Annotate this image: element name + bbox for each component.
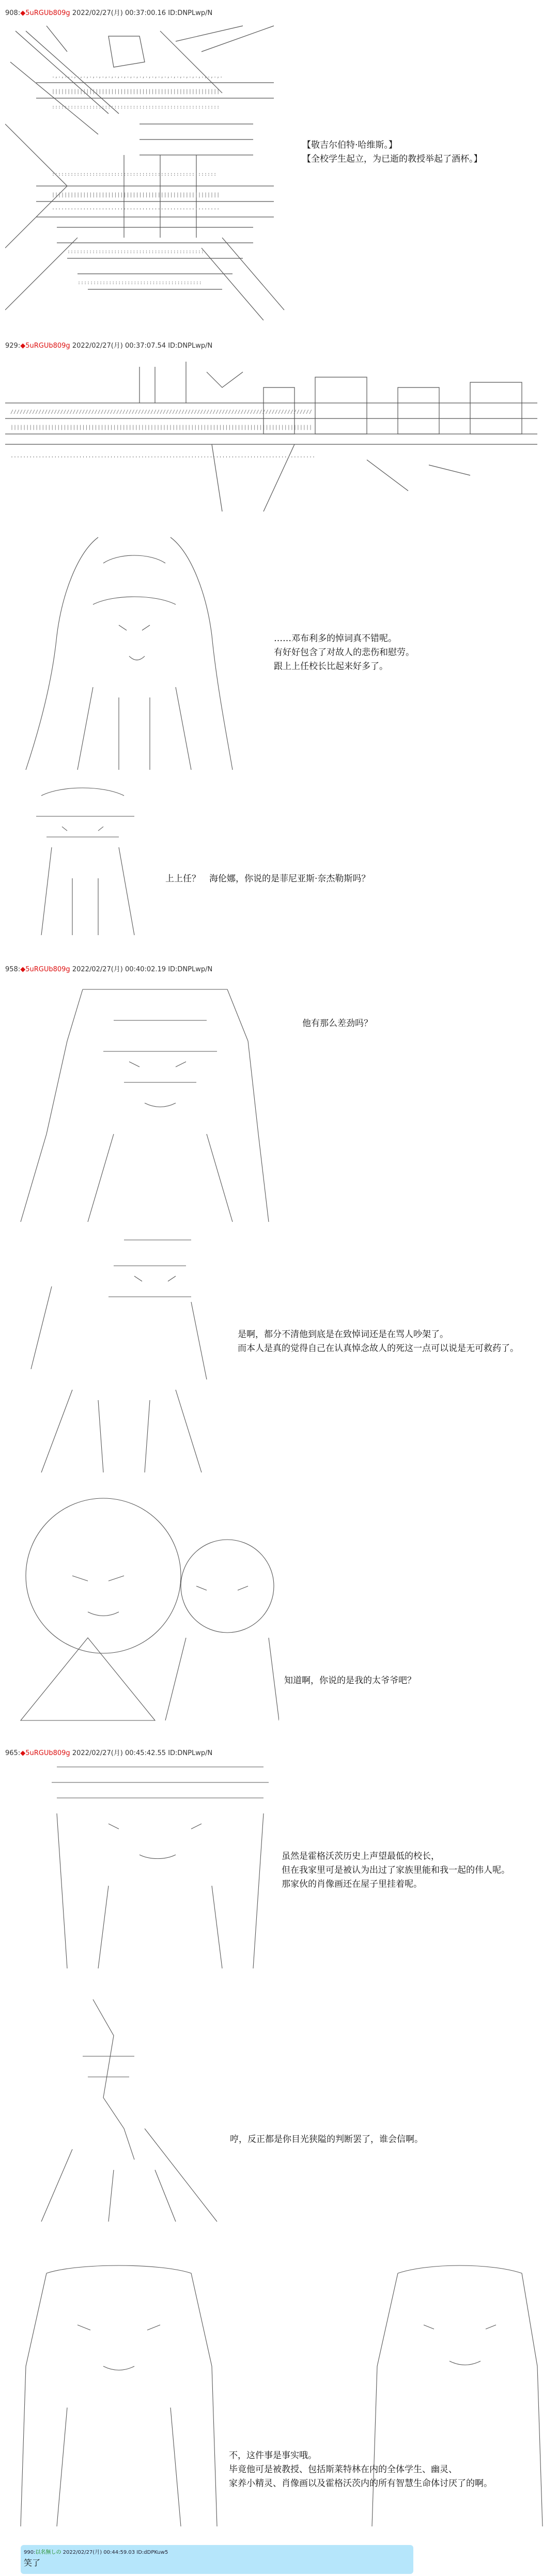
dialog-line: 但在我家里可是被认为出过了家族里能和我一起的伟人呢。: [282, 1865, 510, 1875]
dialog-line: 家养小精灵、肖像画以及霍格沃茨内的所有智慧生命体讨厌了的啊。: [229, 2478, 492, 2489]
poster-name[interactable]: ◆5uRGUb809g: [20, 966, 70, 973]
ascii-art-castle: [5, 356, 537, 517]
ascii-art-figure-3: [21, 1235, 222, 1478]
svg-text:::::::::::::::::::::::::::::::: ::::::::::::::::::::::::::::::::::::::::: [78, 280, 202, 286]
dialog-line: 是啊，都分不清他到底是在致悼词还是在骂人吵架了。: [238, 1329, 448, 1340]
dialog-line: 有好好包含了对故人的悲伤和慰劳。: [274, 647, 414, 658]
dialog-block-9: [229, 2449, 492, 2491]
dialog-line: 而本人是真的觉得自己在认真悼念故人的死这一点可以说是无可救药了。: [238, 1343, 519, 1354]
dialog-block-2: [274, 632, 414, 674]
reply-number: 990: [24, 2550, 34, 2555]
post-meta: 2022/02/27(月) 00:40:02.19 ID:DNPLwp/N: [72, 966, 213, 973]
post-header: 929:◆5uRGUb809g 2022/02/27(月) 00:37:07.54 ID:DNPLwp/N: [5, 342, 213, 350]
svg-text:::::::::::::::::::::::::::::::: ::::::::::::::::::::::::::::::::::::::::::::: [67, 249, 204, 255]
dialog-line: 那家伙的肖像画还在屋子里挂着呢。: [282, 1879, 422, 1889]
dialog-block-5: [238, 1328, 519, 1356]
post-meta: 2022/02/27(月) 00:37:00.16 ID:DNPLwp/N: [72, 9, 213, 17]
ascii-art-great-hall: [5, 21, 295, 320]
post-meta: 2022/02/27(月) 00:45:42.55 ID:DNPLwp/N: [72, 1749, 213, 1757]
svg-text:||||||||||||||||||||||||||||||: ||||||||||||||||||||||||||||||||||||||||||||||||||||||: [52, 192, 220, 198]
dialog-line: 跟上上任校长比起来好多了。: [274, 661, 388, 672]
poster-name[interactable]: ◆5uRGUb809g: [20, 1749, 70, 1757]
dialog-line: 【全校学生起立，为已逝的教授举起了酒杯。】: [302, 154, 483, 164]
ascii-art-figure-6: [21, 1994, 227, 2232]
dialog-line: 不，这件事是事实哦。: [229, 2450, 317, 2461]
svg-text:||||||||||||||||||||||||||||||: |||||||||||||||||||||||||||||||||||||||||||||||||||||||||||||||||||||||||||||||||||||||||||||||||: [10, 425, 312, 430]
dialog-block-1: [302, 138, 483, 166]
dialog-block-7: [282, 1850, 510, 1891]
poster-name[interactable]: ◆5uRGUb809g: [20, 342, 70, 350]
dialog-line: 他有那么差劲吗？: [302, 1018, 373, 1029]
dialog-block-4: [302, 1017, 373, 1031]
post-number: 929: [5, 342, 18, 350]
reply-box: [21, 2545, 413, 2574]
ascii-art-figure-7: [16, 2263, 222, 2532]
post-number: 958: [5, 966, 18, 973]
dialog-line: ……邓布利多的悼词真不错呢。: [274, 633, 397, 644]
dialog-line: 虽然是霍格沃茨历史上声望最低的校长，: [282, 1851, 440, 1861]
post-header: 965:◆5uRGUb809g 2022/02/27(月) 00:45:42.55 ID:DNPLwp/N: [5, 1749, 213, 1757]
reply-meta-text: 2022/02/27(月) 00:44:59.03 ID:dDPKuw5: [63, 2550, 168, 2555]
reply-meta: 990:以名無しの 2022/02/27(月) 00:44:59.03 ID:dDPKuw5: [24, 2550, 168, 2555]
ascii-art-ghost-portrait: [16, 532, 238, 775]
svg-text:'''''''''''''''''''''''''''''': '''''''''''''''''''''''''''''''''''''''''''''''''''''''''''''''''''''''''''''''''''''''''''''''''': [10, 456, 316, 461]
post-header: 908:◆5uRGUb809g 2022/02/27(月) 00:37:00.16 ID:DNPLwp/N: [5, 9, 213, 17]
dialog-block-6: [284, 1674, 416, 1688]
dialog-line: 毕竟他可是被教授、包括斯莱特林在内的全体学生、幽灵、: [229, 2464, 457, 2475]
svg-text:||||||||||||||||||||||||||||||: ||||||||||||||||||||||||||||||||||||||||||||||||||||||: [52, 89, 220, 95]
post-header: 958:◆5uRGUb809g 2022/02/27(月) 00:40:02.19 ID:DNPLwp/N: [5, 966, 213, 973]
svg-text:.,.,.,.,.,.,.,.,.,.,.,.,.,.,.,: .,.,.,.,.,.,.,.,.,.,.,.,.,.,.,.,.,.,.,.,.,.,.,.,.,.,.,.: [52, 73, 223, 79]
reply-name[interactable]: 以名無しの: [35, 2550, 61, 2555]
dialog-line: 哼，反正都是你目光狭隘的判断罢了，谁会信啊。: [230, 2134, 423, 2145]
reply-text: 笑了: [24, 2558, 41, 2568]
poster-name[interactable]: ◆5uRGUb809g: [20, 9, 70, 17]
ascii-art-figure-8: [357, 2263, 548, 2532]
post-number: 908: [5, 9, 18, 17]
dialog-block-8: [230, 2133, 423, 2147]
dialog-line: 上上任？ 海伦娜，你说的是菲尼亚斯·奈杰勒斯吗？: [165, 874, 370, 884]
dialog-block-3: [165, 872, 370, 886]
post-meta: 2022/02/27(月) 00:37:07.54 ID:DNPLwp/N: [72, 342, 213, 350]
dialog-line: 知道啊，你说的是我的太爷爷吧？: [284, 1675, 416, 1686]
ascii-art-small-figure: [21, 785, 171, 945]
svg-text:::::::::::::::::::::::::::::::: :::::::::::::::::::::::::::::::::::::::::::::::::::::: [52, 172, 217, 177]
ascii-art-figure-4: [10, 1483, 279, 1726]
ascii-art-figure-5: [47, 1762, 274, 1979]
svg-text:::::::::::::::::::::::::::::::: ::::::::::::::::::::::::::::::::::::::::::::::::::::::: [52, 104, 220, 110]
dialog-line: 【敬吉尔伯特·哈维斯。】: [302, 140, 397, 150]
svg-text://////////////////////////////: /////////////////////////////////////////////////////////////////////////////////////////////////: [10, 409, 312, 415]
post-number: 965: [5, 1749, 18, 1757]
svg-text:'''''''''''''''''''''''''''''': '''''''''''''''''''''''''''''''''''''''''''''''''''''': [52, 208, 220, 213]
ascii-art-portrait-2: [10, 979, 279, 1227]
